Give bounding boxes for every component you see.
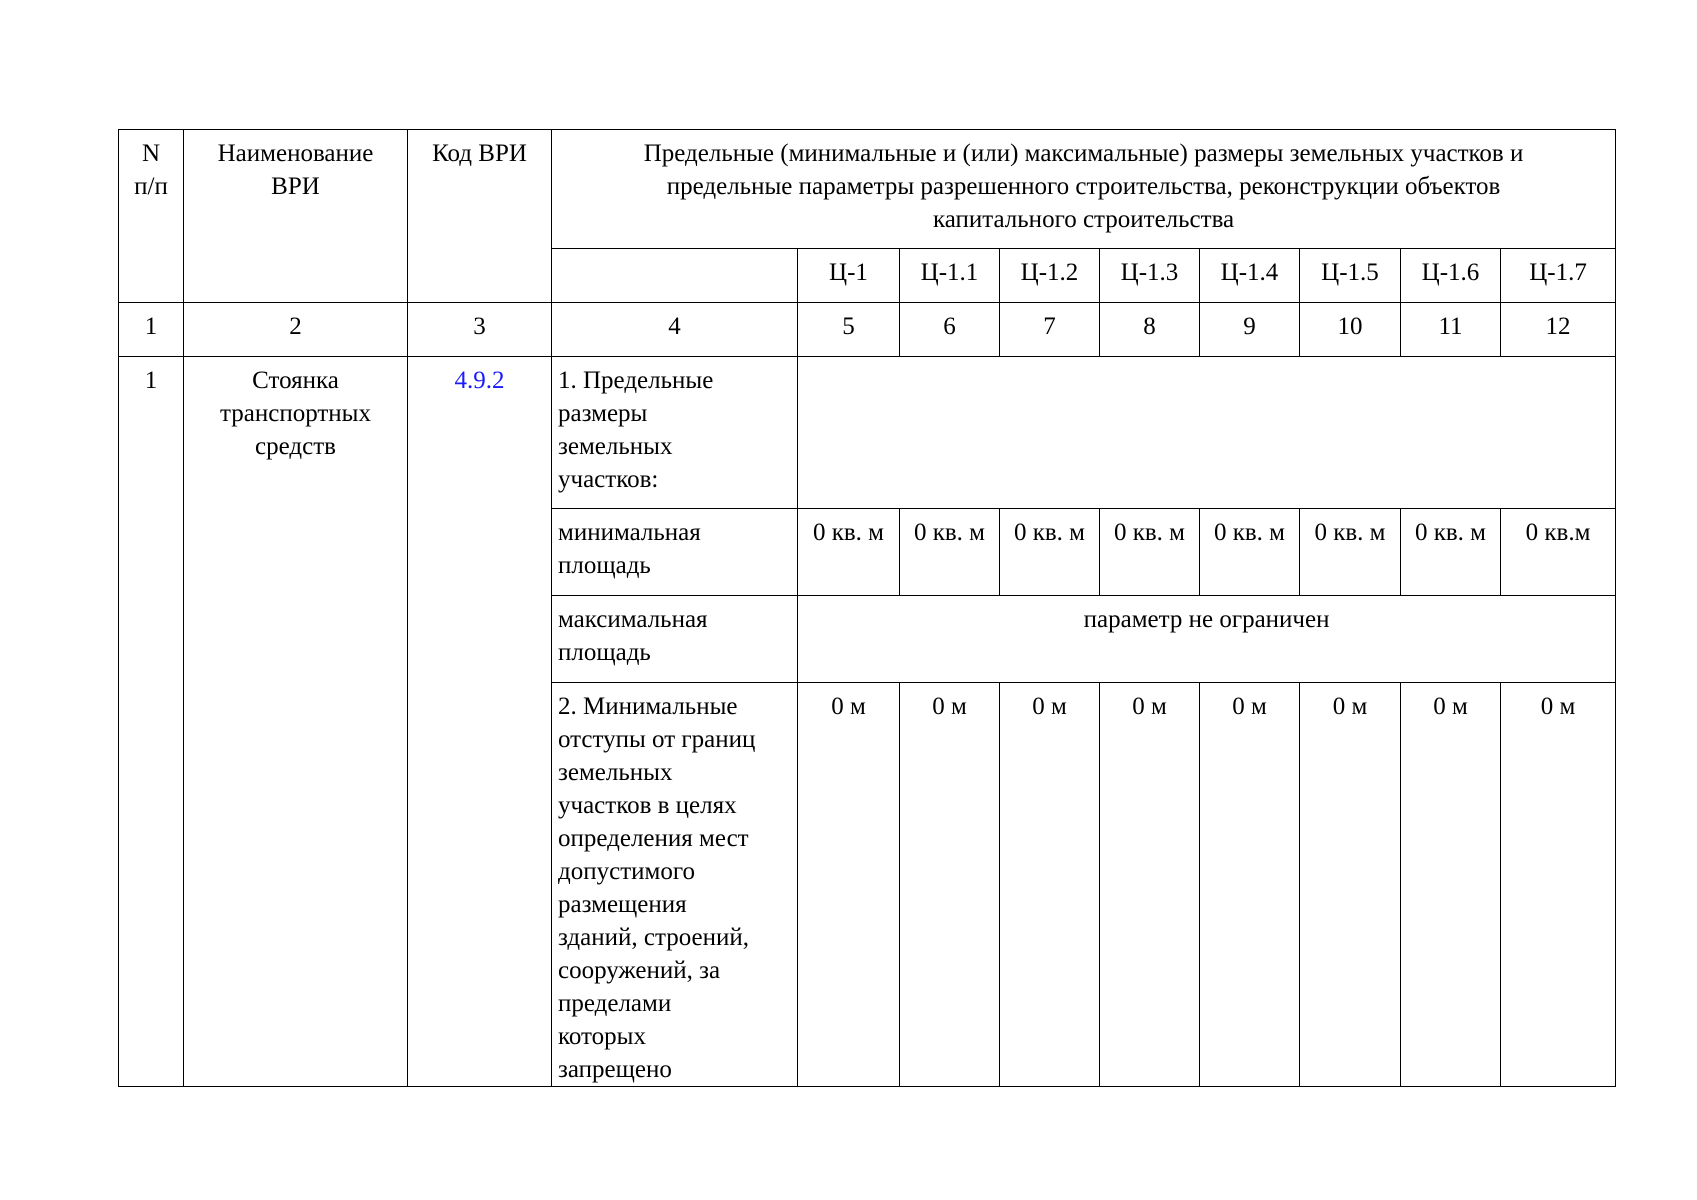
row-number-cell: 1 <box>119 357 184 1087</box>
zone-header-cell: Ц-1.4 <box>1200 249 1300 303</box>
min-area-value: 0 кв.м <box>1501 509 1616 596</box>
min-area-label-line: минимальная <box>558 519 701 546</box>
param2-line: определения мест <box>558 825 749 852</box>
row-name-line: средств <box>255 433 336 460</box>
zone-header-cell: Ц-1 <box>798 249 900 303</box>
header-code-label: Код ВРИ <box>432 140 527 167</box>
min-area-label-line: площадь <box>558 552 651 579</box>
param2-line: пределами <box>558 990 672 1017</box>
header-params-line: Предельные (минимальные и (или) максимальные) размеры земельных участков и <box>643 140 1524 167</box>
param2-line: земельных <box>558 759 673 786</box>
numbering-cell: 2 <box>184 303 408 357</box>
zone-header-cell: Ц-1.2 <box>1000 249 1100 303</box>
numbering-cell: 3 <box>408 303 552 357</box>
numbering-cell: 10 <box>1300 303 1401 357</box>
min-area-label-cell <box>552 509 798 596</box>
setback-value: 0 м <box>1100 683 1200 1087</box>
min-area-value: 0 кв. м <box>900 509 1000 596</box>
param2-line: зданий, строений, <box>558 924 749 951</box>
header-row <box>119 130 1616 249</box>
max-area-label-cell <box>552 596 798 683</box>
header-name-cell <box>184 130 408 303</box>
numbering-cell: 8 <box>1100 303 1200 357</box>
numbering-cell: 5 <box>798 303 900 357</box>
numbering-cell: 11 <box>1401 303 1501 357</box>
header-params-line: предельные параметры разрешенного строительства, реконструкции объектов <box>666 173 1501 200</box>
setback-value: 0 м <box>1300 683 1401 1087</box>
min-area-value: 0 кв. м <box>1100 509 1200 596</box>
setback-value: 0 м <box>900 683 1000 1087</box>
min-area-value: 0 кв. м <box>1401 509 1501 596</box>
numbering-cell: 9 <box>1200 303 1300 357</box>
header-params-cell <box>552 130 1616 249</box>
row-name-line: Стоянка <box>252 367 339 394</box>
param-plot-size-row <box>119 357 1616 509</box>
param2-line: запрещено <box>558 1056 672 1083</box>
numbering-row <box>119 303 1616 357</box>
numbering-cell: 4 <box>552 303 798 357</box>
max-area-label-line: площадь <box>558 639 651 666</box>
param2-line: 2. Минимальные <box>558 693 738 720</box>
header-number-line: N <box>141 140 161 167</box>
param1-line: участков: <box>558 466 659 493</box>
setback-value: 0 м <box>1200 683 1300 1087</box>
header-name-line: Наименование <box>217 140 374 167</box>
max-area-label-line: максимальная <box>558 606 708 633</box>
header-number-cell <box>119 130 184 303</box>
numbering-cell: 12 <box>1501 303 1616 357</box>
zoning-parameters-table <box>118 129 1616 1087</box>
vri-code-link[interactable]: 4.9.2 <box>454 367 505 394</box>
setback-value: 0 м <box>1000 683 1100 1087</box>
zone-header-cell: Ц-1.1 <box>900 249 1000 303</box>
max-area-value: параметр не ограничен <box>798 596 1616 683</box>
row-name-cell <box>184 357 408 1087</box>
numbering-cell: 6 <box>900 303 1000 357</box>
param2-line: размещения <box>558 891 687 918</box>
param2-line: участков в целях <box>558 792 737 819</box>
numbering-cell: 7 <box>1000 303 1100 357</box>
param2-label-cell <box>552 683 798 1087</box>
row-code-cell <box>408 357 552 1087</box>
setback-value: 0 м <box>798 683 900 1087</box>
setback-value: 0 м <box>1501 683 1616 1087</box>
param1-line: 1. Предельные <box>558 367 714 394</box>
zone-header-cell: Ц-1.5 <box>1300 249 1401 303</box>
param2-line: сооружений, за <box>558 957 721 984</box>
zone-header-cell: Ц-1.7 <box>1501 249 1616 303</box>
setback-value: 0 м <box>1401 683 1501 1087</box>
row-name-line: транспортных <box>220 400 371 427</box>
zone-header-cell: Ц-1.3 <box>1100 249 1200 303</box>
param1-line: размеры <box>558 400 648 427</box>
param1-line: земельных <box>558 433 673 460</box>
param2-line: которых <box>558 1023 646 1050</box>
param1-empty-cell <box>798 357 1616 509</box>
header-name-line: ВРИ <box>271 173 320 200</box>
min-area-value: 0 кв. м <box>1000 509 1100 596</box>
param1-label-cell <box>552 357 798 509</box>
zone-header-blank <box>552 249 798 303</box>
header-number-line: п/п <box>134 173 168 200</box>
header-code-cell <box>408 130 552 303</box>
min-area-value: 0 кв. м <box>798 509 900 596</box>
numbering-cell: 1 <box>119 303 184 357</box>
param2-line: допустимого <box>558 858 695 885</box>
param2-line: отступы от границ <box>558 726 756 753</box>
zone-header-cell: Ц-1.6 <box>1401 249 1501 303</box>
min-area-value: 0 кв. м <box>1300 509 1401 596</box>
min-area-value: 0 кв. м <box>1200 509 1300 596</box>
header-params-line: капитального строительства <box>932 206 1235 233</box>
